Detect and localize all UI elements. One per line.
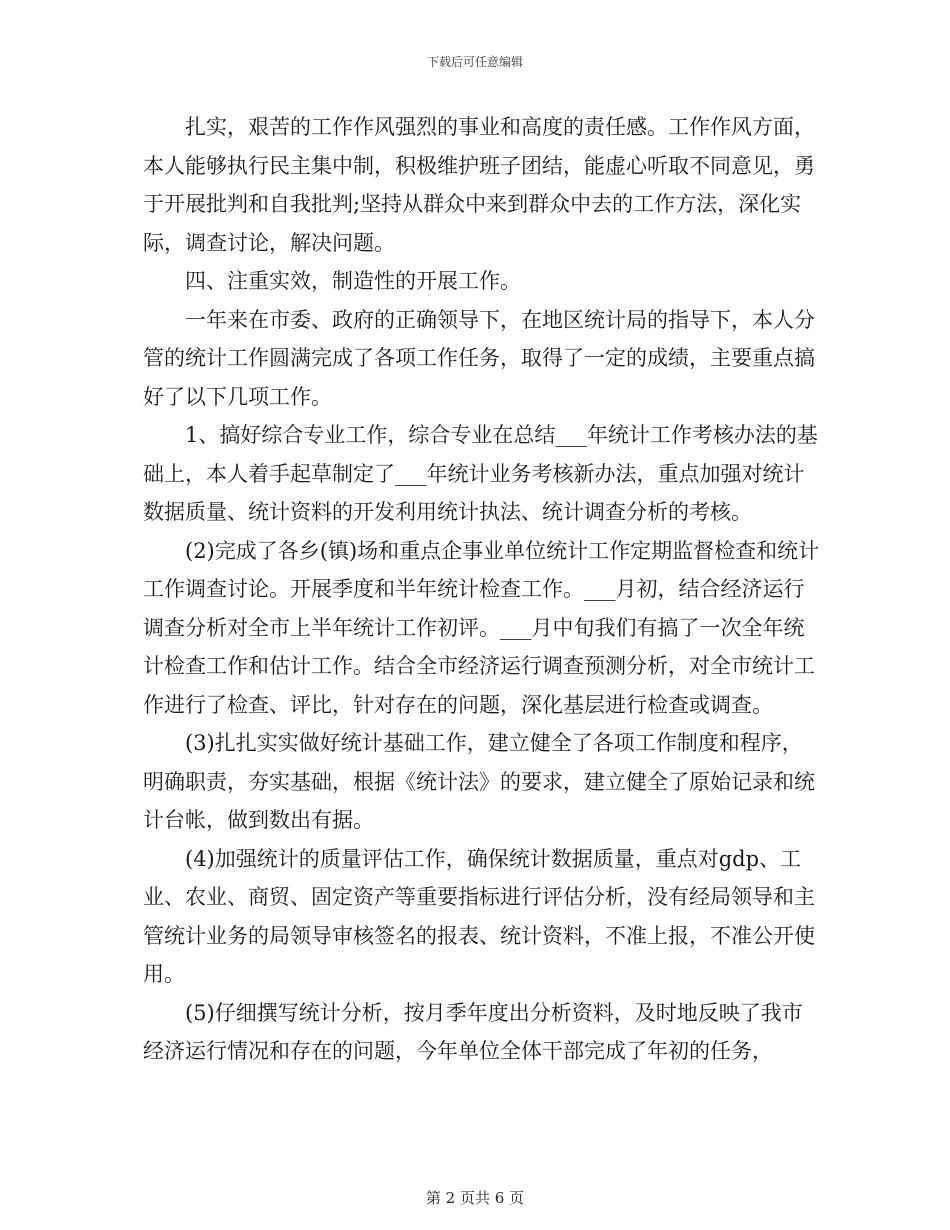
list-item-2: (2)完成了各乡(镇)场和重点企事业单位统计工作定期监督检查和统计工作调查讨论。开展季度和半年统计检查工作。___月初，结合经济运行调查分析对全市上半年统计工作初评。___月中旬我们有搞了一次全年统计检查工作和估计工作。结合全市经济运行调查预测分析，对全市统计工作进行了检查、评比，针对存在的问题，深化基层进行检查或调查。 (143, 538, 820, 717)
document-body (143, 108, 823, 1071)
paragraph-work-style: 扎实，艰苦的工作作风强烈的事业和高度的责任感。工作作风方面，本人能够执行民主集中制，积极维护班子团结，能虚心听取不同意见，勇于开展批判和自我批判;坚持从群众中来到群众中去的工作方法，深化实际，调查讨论，解决问题。 (143, 115, 815, 255)
page-footer: 第 2 页共 6 页 (425, 1189, 525, 1207)
section-heading-four: 四、注重实效，制造性的开展工作。 (185, 269, 521, 293)
list-item-5: (5)仔细撰写统计分析，按月季年度出分析资料，及时地反映了我市经济运行情况和存在的问题，今年单位全体干部完成了年初的任务， (143, 1000, 803, 1063)
paragraph-year-summary: 一年来在市委、政府的正确领导下，在地区统计局的指导下，本人分管的统计工作圆满完成了各项工作任务，取得了一定的成绩，主要重点搞好了以下几项工作。 (143, 307, 815, 409)
page-header: 下载后可任意编辑 (426, 55, 523, 69)
list-item-1: 1、搞好综合专业工作，综合专业在总结___年统计工作考核办法的基础上，本人着手起草制定了___年统计业务考核新办法，重点加强对统计数据质量、统计资料的开发利用统计执法、统计调查分析的考核。 (143, 423, 818, 524)
list-item-3: (3)扎扎实实做好统计基础工作，建立健全了各项工作制度和程序，明确职责，夯实基础，根据《统计法》的要求，建立健全了原始记录和统计台帐，做到数出有据。 (143, 731, 815, 832)
list-item-4: (4)加强统计的质量评估工作，确保统计数据质量，重点对gdp、工业、农业、商贸、固定资产等重要指标进行评估分析，没有经局领导和主管统计业务的局领导审核签名的报表、统计资料，不准上报，不准公开使用。 (143, 846, 815, 986)
